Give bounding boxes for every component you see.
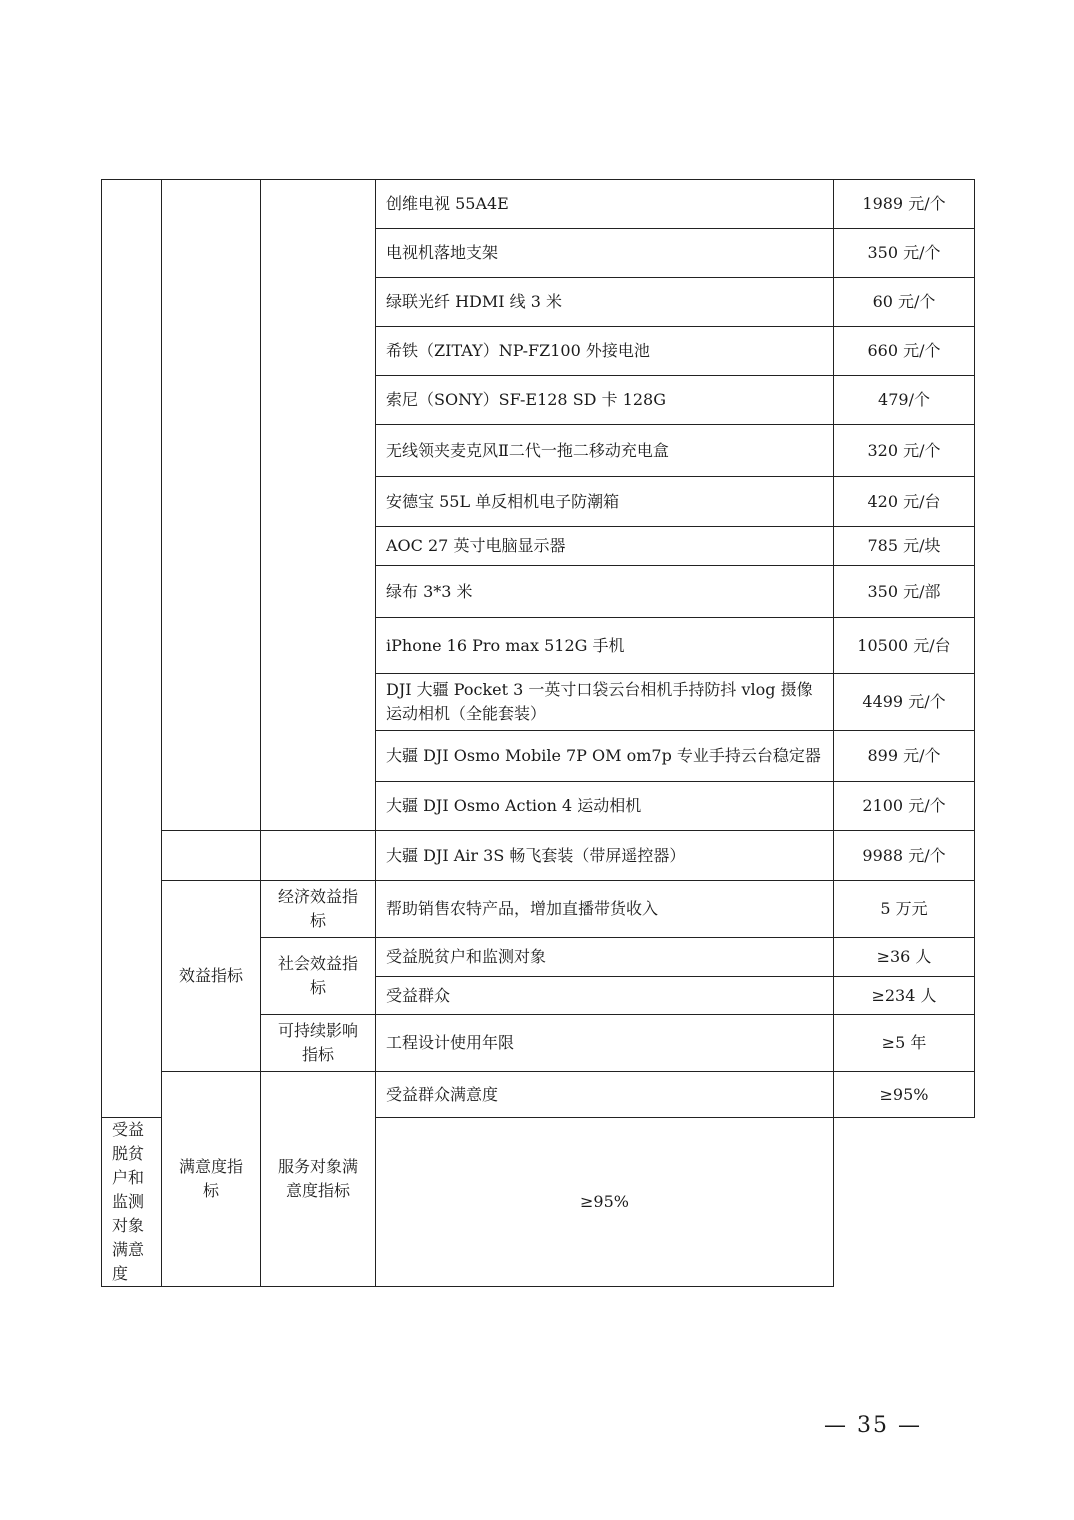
item-cell: 绿布 3*3 米 xyxy=(376,566,834,618)
value-cell: 899 元/个 xyxy=(834,731,975,782)
item-cell: 大疆 DJI Air 3S 畅飞套装（带屏遥控器） xyxy=(376,831,834,881)
value-cell: 660 元/个 xyxy=(834,327,975,376)
value-cell: 420 元/台 xyxy=(834,477,975,527)
item-cell: 希铁（ZITAY）NP-FZ100 外接电池 xyxy=(376,327,834,376)
value-cell: 320 元/个 xyxy=(834,425,975,477)
page-number: — 35 — xyxy=(824,1413,922,1438)
item-cell: 绿联光纤 HDMI 线 3 米 xyxy=(376,278,834,327)
item-cell: DJI 大疆 Pocket 3 一英寸口袋云台相机手持防抖 vlog 摄像运动相机（全能套装） xyxy=(376,674,834,731)
table-row xyxy=(102,1072,975,1118)
item-cell: 受益群众满意度 xyxy=(376,1072,834,1118)
satisfaction-indicator-label: 满意度指标 xyxy=(162,1072,261,1287)
value-cell: 10500 元/台 xyxy=(834,618,975,674)
value-cell: 785 元/块 xyxy=(834,527,975,566)
value-cell: 350 元/个 xyxy=(834,229,975,278)
item-cell: 无线领夹麦克风Ⅱ二代一拖二移动充电盒 xyxy=(376,425,834,477)
level1-cell xyxy=(102,180,162,1118)
indicator-table xyxy=(101,179,975,1287)
benefit-indicator-label: 效益指标 xyxy=(162,881,261,1072)
value-cell: ≥95% xyxy=(376,1118,834,1287)
item-cell: 大疆 DJI Osmo Mobile 7P OM om7p 专业手持云台稳定器 xyxy=(376,731,834,782)
social-indicator-label: 社会效益指标 xyxy=(261,938,376,1015)
value-cell: ≥95% xyxy=(834,1072,975,1118)
level3-cell xyxy=(261,180,376,831)
item-cell: 受益脱贫户和监测对象满意度 xyxy=(102,1118,162,1287)
value-cell: ≥5 年 xyxy=(834,1015,975,1072)
value-cell: 2100 元/个 xyxy=(834,782,975,831)
value-cell: 5 万元 xyxy=(834,881,975,938)
item-cell: 工程设计使用年限 xyxy=(376,1015,834,1072)
item-cell: 大疆 DJI Osmo Action 4 运动相机 xyxy=(376,782,834,831)
empty-cell xyxy=(162,831,261,881)
item-cell: 受益群众 xyxy=(376,977,834,1015)
table-row xyxy=(102,881,975,938)
value-cell: 1989 元/个 xyxy=(834,180,975,229)
value-cell: 60 元/个 xyxy=(834,278,975,327)
item-cell: 创维电视 55A4E xyxy=(376,180,834,229)
item-cell: 索尼（SONY）SF-E128 SD 卡 128G xyxy=(376,376,834,425)
value-cell: ≥234 人 xyxy=(834,977,975,1015)
item-cell: 电视机落地支架 xyxy=(376,229,834,278)
service-satisfaction-label: 服务对象满意度指标 xyxy=(261,1072,376,1287)
level2-cell xyxy=(162,180,261,831)
value-cell: 479/个 xyxy=(834,376,975,425)
sustain-indicator-label: 可持续影响指标 xyxy=(261,1015,376,1072)
table-row xyxy=(102,831,975,881)
table-row xyxy=(102,180,975,229)
economic-indicator-label: 经济效益指标 xyxy=(261,881,376,938)
value-cell: 4499 元/个 xyxy=(834,674,975,731)
item-cell: AOC 27 英寸电脑显示器 xyxy=(376,527,834,566)
item-cell: 帮助销售农特产品，增加直播带货收入 xyxy=(376,881,834,938)
item-cell: 受益脱贫户和监测对象 xyxy=(376,938,834,977)
item-cell: 安德宝 55L 单反相机电子防潮箱 xyxy=(376,477,834,527)
value-cell: ≥36 人 xyxy=(834,938,975,977)
value-cell: 9988 元/个 xyxy=(834,831,975,881)
item-cell: iPhone 16 Pro max 512G 手机 xyxy=(376,618,834,674)
empty-cell xyxy=(261,831,376,881)
value-cell: 350 元/部 xyxy=(834,566,975,618)
